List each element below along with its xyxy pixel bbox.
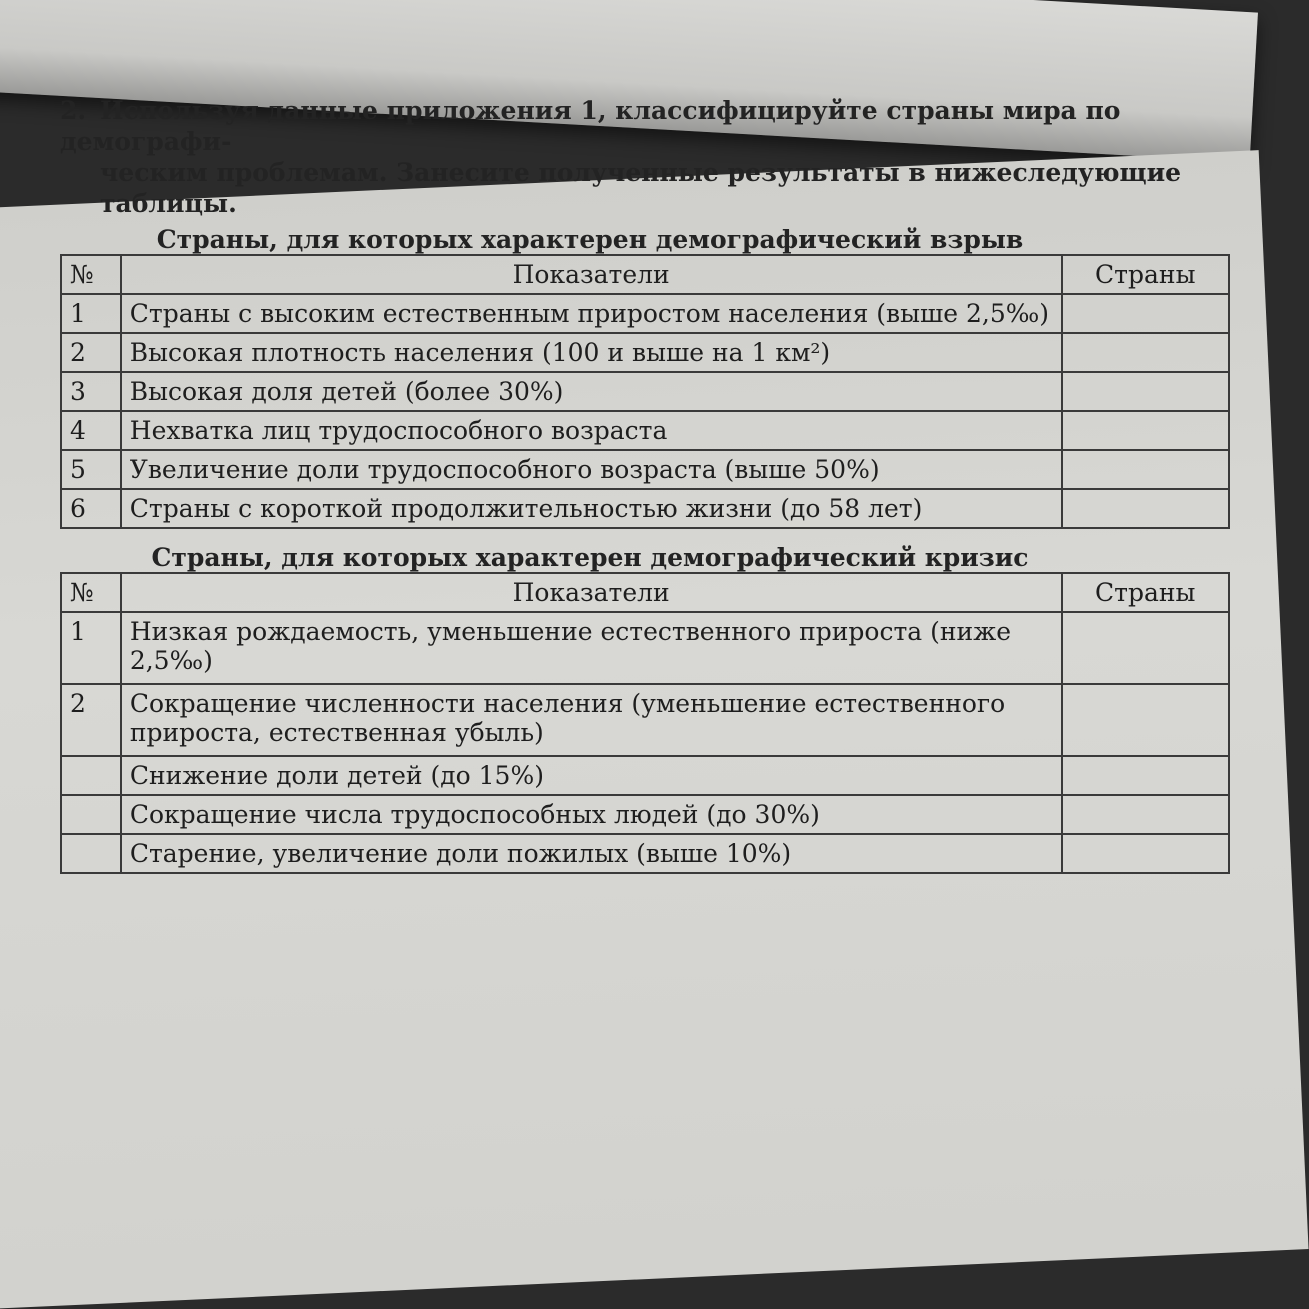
- countries-cell[interactable]: [1062, 450, 1229, 489]
- countries-cell[interactable]: [1062, 834, 1230, 873]
- table-row: [61, 684, 1229, 756]
- countries-cell[interactable]: [1062, 795, 1230, 834]
- table2-header-num: №: [61, 573, 121, 612]
- table-row: [61, 372, 1229, 411]
- table-row: [61, 756, 1229, 795]
- countries-cell[interactable]: [1062, 372, 1229, 411]
- row-number: 2: [61, 684, 121, 756]
- row-number: [61, 795, 121, 834]
- row-number: 5: [61, 450, 121, 489]
- countries-cell[interactable]: [1062, 756, 1230, 795]
- row-indicator: Увеличение доли трудоспособного возраста (выше 50%): [121, 450, 1062, 489]
- table1-header-countries: Страны: [1062, 255, 1229, 294]
- table2-title: Страны, для которых характерен демографический кризис: [151, 543, 1029, 572]
- table1-header-indicators: Показатели: [121, 255, 1062, 294]
- table-row: [61, 795, 1229, 834]
- table-demographic-crisis: [60, 572, 1230, 874]
- row-indicator: Сокращение численности населения (уменьшение естественного прироста, естественная убыль): [121, 684, 1062, 756]
- countries-cell[interactable]: [1062, 489, 1229, 528]
- table-row: [61, 333, 1229, 372]
- row-indicator: Старение, увеличение доли пожилых (выше 10%): [121, 834, 1062, 873]
- row-indicator: Сокращение числа трудоспособных людей (до 30%): [121, 795, 1062, 834]
- table-row: [61, 294, 1229, 333]
- row-number: [61, 756, 121, 795]
- table-row: [61, 489, 1229, 528]
- table2-header-countries: Страны: [1062, 573, 1230, 612]
- row-indicator: Нехватка лиц трудоспособного возраста: [121, 411, 1062, 450]
- task-number: 2.: [60, 96, 87, 125]
- table1-header-num: №: [61, 255, 121, 294]
- row-number: 1: [61, 294, 121, 333]
- worksheet: [60, 95, 1260, 874]
- countries-cell[interactable]: [1062, 411, 1229, 450]
- row-indicator: Низкая рождаемость, уменьшение естественного прироста (ниже 2,5‰): [121, 612, 1062, 684]
- row-number: 6: [61, 489, 121, 528]
- table2-header-indicators: Показатели: [121, 573, 1062, 612]
- row-indicator: Снижение доли детей (до 15%): [121, 756, 1062, 795]
- row-indicator: Высокая доля детей (более 30%): [121, 372, 1062, 411]
- row-number: [61, 834, 121, 873]
- countries-cell[interactable]: [1062, 333, 1229, 372]
- row-number: 3: [61, 372, 121, 411]
- task-instruction: [60, 95, 1260, 219]
- row-indicator: Страны с короткой продолжительностью жизни (до 58 лет): [121, 489, 1062, 528]
- countries-cell[interactable]: [1062, 612, 1230, 684]
- row-indicator: Высокая плотность населения (100 и выше на 1 км²): [121, 333, 1062, 372]
- row-number: 2: [61, 333, 121, 372]
- table-row: [61, 612, 1229, 684]
- table-row: [61, 834, 1229, 873]
- table-demographic-explosion: [60, 254, 1230, 529]
- table-row: [61, 411, 1229, 450]
- table-row: [61, 450, 1229, 489]
- task-line-2: ческим проблемам. Занесите полученные результаты в нижеследующие таблицы.: [100, 158, 1182, 218]
- countries-cell[interactable]: [1062, 294, 1229, 333]
- row-number: 1: [61, 612, 121, 684]
- row-indicator: Страны с высоким естественным приростом населения (выше 2,5‰): [121, 294, 1062, 333]
- table1-title: Страны, для которых характерен демографический взрыв: [156, 225, 1024, 254]
- countries-cell[interactable]: [1062, 684, 1230, 756]
- task-line-1: Используя данные приложения 1, классифицируйте страны мира по демографи-: [60, 96, 1121, 156]
- row-number: 4: [61, 411, 121, 450]
